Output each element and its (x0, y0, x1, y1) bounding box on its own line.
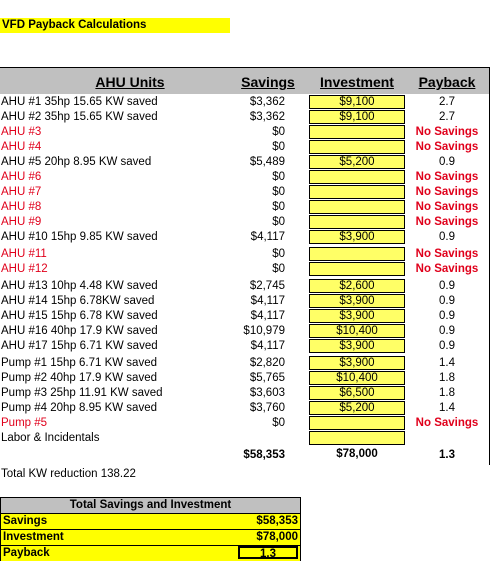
table-row (0, 125, 489, 140)
investment-cell[interactable] (309, 262, 405, 276)
table-row (0, 294, 489, 309)
payback-cell[interactable]: 1.8 (439, 372, 455, 384)
unit-cell[interactable]: Pump #4 20hp 8.95 KW saved (1, 402, 157, 414)
totals-row (0, 448, 489, 463)
unit-cell[interactable]: AHU #3 (1, 126, 42, 138)
payback-table (0, 67, 490, 465)
table-row (0, 386, 489, 401)
table-row (0, 140, 489, 155)
investment-cell[interactable] (309, 170, 405, 184)
savings-cell[interactable]: $0 (272, 417, 285, 429)
table-row (0, 416, 489, 431)
unit-cell[interactable]: AHU #16 40hp 17.9 KW saved (1, 325, 158, 337)
header-payback[interactable]: Payback (418, 74, 476, 90)
unit-cell[interactable]: AHU #10 15hp 9.85 KW saved (1, 231, 158, 243)
savings-cell[interactable]: $2,745 (249, 280, 285, 292)
total-payback-cell[interactable]: 1.3 (439, 449, 455, 461)
sheet-title[interactable]: VFD Payback Calculations (0, 18, 230, 33)
payback-cell[interactable]: 1.4 (439, 402, 455, 414)
savings-cell[interactable]: $4,117 (250, 295, 285, 307)
unit-cell[interactable]: AHU #8 (1, 201, 42, 213)
payback-cell[interactable]: 0.9 (439, 295, 455, 307)
payback-cell[interactable]: 0.9 (439, 340, 455, 352)
header-units[interactable]: AHU Units (95, 74, 165, 90)
payback-cell[interactable]: 1.4 (439, 357, 455, 369)
table-row (0, 339, 489, 354)
payback-cell[interactable]: 0.9 (439, 156, 455, 168)
table-header (0, 68, 489, 94)
summary-label: Investment (3, 531, 64, 543)
kw-reduction-note[interactable]: Total KW reduction 138.22 (1, 468, 136, 480)
payback-cell[interactable]: No Savings (415, 248, 479, 260)
summary-value: $78,000 (256, 531, 298, 543)
table-row (0, 247, 489, 262)
table-row (0, 431, 489, 446)
unit-cell[interactable]: AHU #11 (1, 248, 47, 260)
investment-cell[interactable]: $6,500 (309, 386, 405, 400)
payback-cell[interactable]: 0.9 (439, 280, 455, 292)
summary-row-savings[interactable] (1, 514, 300, 530)
savings-cell[interactable]: $3,362 (249, 111, 285, 123)
investment-cell[interactable]: $2,600 (309, 279, 405, 293)
investment-cell[interactable] (309, 416, 405, 430)
unit-cell[interactable]: Pump #1 15hp 6.71 KW saved (1, 357, 157, 369)
investment-cell[interactable] (309, 431, 405, 445)
savings-cell[interactable]: $0 (272, 263, 285, 275)
unit-cell[interactable]: Pump #5 (1, 417, 48, 429)
savings-cell[interactable]: $0 (272, 126, 285, 138)
savings-cell[interactable]: $4,117 (250, 340, 285, 352)
table-row (0, 110, 489, 125)
payback-cell[interactable]: No Savings (415, 263, 479, 275)
table-row (0, 170, 489, 185)
unit-cell[interactable]: AHU #6 (1, 171, 42, 183)
investment-cell[interactable]: $10,400 (309, 324, 405, 338)
unit-cell[interactable]: AHU #4 (1, 141, 42, 153)
table-row (0, 185, 489, 200)
header-investment[interactable]: Investment (320, 74, 394, 90)
table-row (0, 356, 489, 371)
summary-value: $58,353 (256, 515, 298, 527)
payback-cell[interactable]: 2.7 (439, 111, 455, 123)
investment-cell[interactable] (309, 125, 405, 139)
savings-cell[interactable]: $5,489 (249, 156, 285, 168)
unit-cell[interactable]: AHU #9 (1, 216, 42, 228)
unit-cell[interactable]: Pump #3 25hp 11.91 KW saved (1, 387, 163, 399)
investment-cell[interactable] (309, 247, 405, 261)
investment-cell[interactable]: $5,200 (309, 155, 405, 169)
summary-box (0, 497, 301, 561)
payback-cell[interactable]: 0.9 (439, 310, 455, 322)
table-row (0, 324, 489, 339)
investment-cell[interactable]: $3,900 (309, 309, 405, 323)
unit-cell[interactable]: AHU #14 15hp 6.78KW saved (1, 295, 155, 307)
payback-cell[interactable]: 2.7 (439, 96, 455, 108)
table-row (0, 95, 489, 110)
investment-cell[interactable]: $10,400 (309, 371, 405, 385)
table-row (0, 215, 489, 230)
savings-cell[interactable]: $5,765 (249, 372, 285, 384)
investment-cell[interactable] (309, 140, 405, 154)
unit-cell[interactable]: AHU #15 15hp 6.78 KW saved (1, 310, 158, 322)
table-row (0, 401, 489, 416)
total-savings-cell[interactable]: $58,353 (243, 449, 285, 461)
summary-row-payback[interactable] (1, 546, 300, 561)
investment-cell[interactable]: $3,900 (309, 356, 405, 370)
unit-cell[interactable]: AHU #13 10hp 4.48 KW saved (1, 280, 158, 292)
investment-cell[interactable] (309, 215, 405, 229)
unit-cell[interactable]: Labor & Incidentals (1, 432, 100, 444)
investment-cell[interactable] (309, 185, 405, 199)
payback-cell[interactable]: 0.9 (439, 325, 455, 337)
savings-cell[interactable]: $0 (272, 171, 285, 183)
payback-cell[interactable]: No Savings (415, 171, 479, 183)
summary-selected-cell[interactable]: 1.3 (238, 546, 298, 559)
savings-cell[interactable]: $3,603 (249, 387, 285, 399)
unit-cell[interactable]: Pump #2 40hp 17.9 KW saved (1, 372, 157, 384)
table-row (0, 309, 489, 324)
savings-cell[interactable]: $0 (272, 141, 285, 153)
table-row (0, 371, 489, 386)
savings-cell[interactable]: $0 (272, 216, 285, 228)
summary-label: Savings (3, 515, 48, 527)
savings-cell[interactable]: $0 (272, 201, 285, 213)
investment-cell[interactable]: $5,200 (309, 401, 405, 415)
table-row (0, 279, 489, 294)
unit-cell[interactable]: AHU #5 20hp 8.95 KW saved (1, 156, 152, 168)
investment-cell[interactable]: $9,100 (309, 95, 405, 109)
investment-cell[interactable]: $3,900 (309, 294, 405, 308)
payback-cell[interactable]: No Savings (415, 417, 479, 429)
savings-cell[interactable]: $3,362 (249, 96, 285, 108)
summary-row-investment[interactable] (1, 530, 300, 546)
table-row (0, 230, 489, 245)
unit-cell[interactable]: AHU #17 15hp 6.71 KW saved (1, 340, 158, 352)
payback-cell[interactable]: No Savings (415, 126, 479, 138)
payback-cell[interactable]: No Savings (415, 201, 479, 213)
savings-cell[interactable]: $0 (272, 248, 285, 260)
investment-cell[interactable]: $9,100 (309, 110, 405, 124)
unit-cell[interactable]: AHU #7 (1, 186, 42, 198)
table-row (0, 155, 489, 170)
savings-cell[interactable]: $2,820 (249, 357, 285, 369)
unit-cell[interactable]: AHU #2 35hp 15.65 KW saved (1, 111, 158, 123)
investment-cell[interactable]: $3,900 (309, 339, 405, 353)
payback-cell[interactable]: No Savings (415, 216, 479, 228)
payback-cell[interactable]: 1.8 (439, 387, 455, 399)
investment-cell[interactable] (309, 200, 405, 214)
unit-cell[interactable]: AHU #1 35hp 15.65 KW saved (1, 96, 158, 108)
savings-cell[interactable]: $4,117 (250, 310, 285, 322)
table-row (0, 262, 489, 277)
summary-title[interactable]: Total Savings and Investment (1, 498, 300, 514)
total-investment-cell[interactable]: $78,000 (336, 448, 378, 460)
payback-cell[interactable]: No Savings (415, 186, 479, 198)
summary-label: Payback (3, 547, 50, 559)
unit-cell[interactable]: AHU #12 (1, 263, 48, 275)
savings-cell[interactable]: $0 (272, 186, 285, 198)
header-savings[interactable]: Savings (241, 74, 295, 90)
table-row (0, 200, 489, 215)
investment-cell[interactable]: $3,900 (309, 230, 405, 244)
savings-cell[interactable]: $10,979 (243, 325, 285, 337)
payback-cell[interactable]: No Savings (415, 141, 479, 153)
savings-cell[interactable]: $3,760 (249, 402, 285, 414)
payback-cell[interactable]: 0.9 (439, 231, 455, 243)
savings-cell[interactable]: $4,117 (250, 231, 285, 243)
